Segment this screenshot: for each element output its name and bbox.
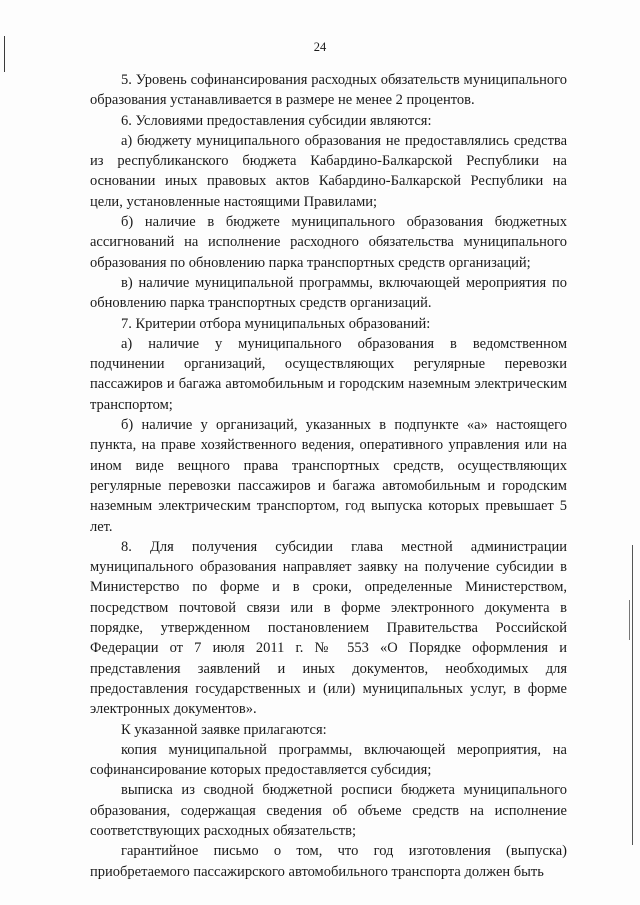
- paragraph-6v: в) наличие муниципальной программы, включающей мероприятия по обновлению парка транспортных средств организаций.: [90, 274, 567, 312]
- attachment-program-copy: копия муниципальной программы, включающей мероприятия, на софинансирование которых предоставляется субсидия;: [90, 741, 567, 779]
- scan-edge-mark: [629, 600, 630, 640]
- document-body: [90, 70, 567, 882]
- attachment-guarantee-letter: гарантийное письмо о том, что год изготовления (выпуска) приобретаемого пассажирского автомобильного транспорта должен быть: [90, 843, 567, 880]
- paragraph-8: 8. Для получения субсидии глава местной администрации муниципального образования направляет заявку на получение субсидии в Министерство по форме и в сроки, определенные Министерством, посредством почтовой связи или в форме электронного документа в порядке, утвержденном постановлением Правительства Российской Федерации от 7 июля 2011 г. № 553 «О Порядке оформления и представления заявлений и иных документов, необходимых для предоставления государственных и (или) муниципальных услуг, в форме электронных документов».: [90, 538, 567, 718]
- page-number: 24: [313, 40, 327, 54]
- paragraph-7-heading: 7. Критерии отбора муниципальных образований:: [121, 315, 431, 332]
- paragraph-6b: б) наличие в бюджете муниципального образования бюджетных ассигнований на исполнение расходного обязательства муниципального образования по обновлению парка транспортных средств организаций;: [90, 214, 567, 271]
- paragraph-5: 5. Уровень софинансирования расходных обязательств муниципального образования устанавливается в размере не менее 2 процентов.: [90, 72, 567, 109]
- paragraph-7b: б) наличие у организаций, указанных в подпункте «а» настоящего пункта, на праве хозяйственного ведения, оперативного управления или на ином виде вещного права транспортных средств, осуществляющих регулярные перевозки пассажиров и багажа автомобильным и городским наземным электрическим транспортом, год выпуска которых превышает 5 лет.: [90, 417, 567, 535]
- attachment-budget-extract: выписка из сводной бюджетной росписи бюджета муниципального образования, содержащая сведения об объеме средств на исполнение соответствующих расходных обязательств;: [90, 782, 567, 839]
- attachments-heading: К указанной заявке прилагаются:: [121, 721, 327, 738]
- scan-edge-mark: [632, 545, 633, 845]
- paragraph-6-heading: 6. Условиями предоставления субсидии являются:: [121, 112, 432, 129]
- paragraph-6a: а) бюджету муниципального образования не предоставлялись средства из республиканского бюджета Кабардино-Балкарской Республики на основании иных правовых актов Кабардино-Балкарской Республики на цели, установленные настоящими Правилами;: [90, 132, 567, 210]
- paragraph-7a: а) наличие у муниципального образования в ведомственном подчинении организаций, осуществляющих регулярные перевозки пассажиров и багажа автомобильным и городским наземным электрическим транспортом;: [90, 335, 567, 413]
